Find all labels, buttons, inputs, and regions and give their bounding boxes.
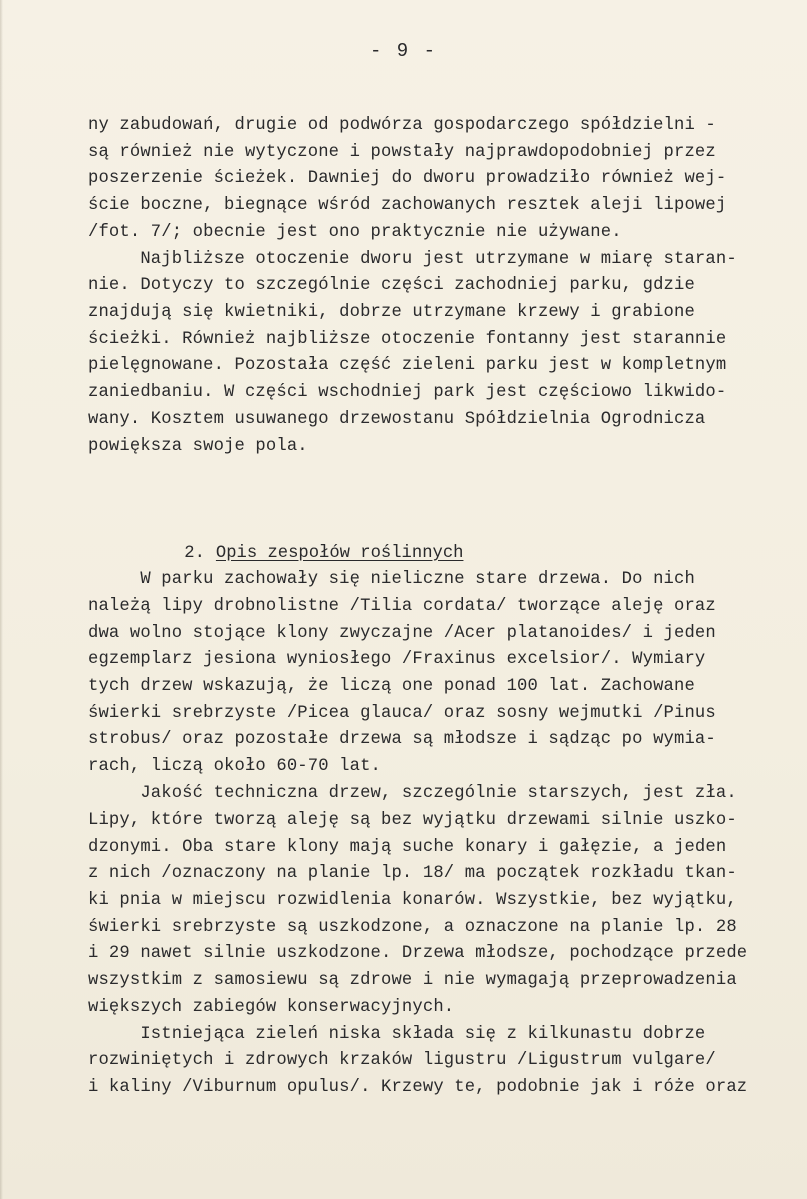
text-line: i kaliny /Viburnum opulus/. Krzewy te, podobnie jak i róże oraz (88, 1078, 748, 1097)
text-line: Istniejąca zieleń niska składa się z kilkunastu dobrze (88, 1025, 706, 1044)
text-line: /fot. 7/; obecnie jest ono praktycznie nie używane. (88, 223, 622, 242)
text-line: rach, liczą około 60-70 lat. (88, 757, 381, 776)
text-line: nie. Dotyczy to szczególnie części zachodniej parku, gdzie (88, 276, 695, 295)
text-line: ki pnia w miejscu rozwidlenia konarów. Wszystkie, bez wyjątku, (88, 891, 737, 910)
text-line: dwa wolno stojące klony zwyczajne /Acer platanoides/ i jeden (88, 624, 716, 643)
text-line: wany. Kosztem usuwanego drzewostanu Spółdzielnia Ogrodnicza (88, 410, 706, 429)
text-line: zaniedbaniu. W części wschodniej park jest częściowo likwido- (88, 383, 727, 402)
section-number: 2. (184, 544, 205, 563)
text-line: dzonymi. Oba stare klony mają suche konary i gałęzie, a jeden (88, 838, 727, 857)
text-line: z nich /oznaczony na planie lp. 18/ ma początek rozkładu tkan- (88, 864, 737, 883)
text-line: ście boczne, biegnące wśród zachowanych resztek aleji lipowej (88, 196, 727, 215)
text-line: Jakość techniczna drzew, szczególnie starszych, jest zła. (88, 784, 737, 803)
page-number: - 9 - (369, 40, 437, 62)
text-line: strobus/ oraz pozostałe drzewa są młodsze i sądząc po wymia- (88, 730, 716, 749)
text-line: egzemplarz jesiona wyniosłego /Fraxinus excelsior/. Wymiary (88, 650, 706, 669)
text-line: W parku zachowały się nieliczne stare drzewa. Do nich (88, 570, 695, 589)
text-line: wszystkim z samosiewu są zdrowe i nie wymagają przeprowadzenia (88, 971, 737, 990)
text-line: powiększa swoje pola. (88, 437, 308, 456)
text-line: Najbliższe otoczenie dworu jest utrzymane w miarę staran- (88, 250, 737, 269)
text-line: są również nie wytyczone i powstały najprawdopodobniej przez (88, 143, 716, 162)
text-line: należą lipy drobnolistne /Tilia cordata/ tworzące aleję oraz (88, 597, 716, 616)
text-line: ścieżki. Również najbliższe otoczenie fontanny jest starannie (88, 330, 727, 349)
text-line: i 29 nawet silnie uszkodzone. Drzewa młodsze, pochodzące przede (88, 944, 748, 963)
text-line: rozwiniętych i zdrowych krzaków ligustru /Ligustrum vulgare/ (88, 1051, 716, 1070)
text-line: pielęgnowane. Pozostała część zieleni parku jest w kompletnym (88, 356, 727, 375)
text-line: Lipy, które tworzą aleję są bez wyjątku drzewami silnie uszko- (88, 811, 737, 830)
text-line: świerki srebrzyste są uszkodzone, a oznaczone na planie lp. 28 (88, 918, 737, 937)
text-line: tych drzew wskazują, że liczą one ponad 100 lat. Zachowane (88, 677, 695, 696)
text-line: poszerzenie ścieżek. Dawniej do dworu prowadziło również wej- (88, 169, 727, 188)
page-edge-shadow (0, 0, 3, 1199)
text-line: świerki srebrzyste /Picea glauca/ oraz sosny wejmutki /Pinus (88, 704, 716, 723)
text-line: znajdują się kwietniki, dobrze utrzymane krzewy i grabione (88, 303, 695, 322)
text-line: większych zabiegów konserwacyjnych. (88, 998, 455, 1017)
section-title: Opis zespołów roślinnych (215, 544, 464, 563)
text-line: ny zabudowań, drugie od podwórza gospodarczego spółdzielni - (88, 116, 716, 135)
